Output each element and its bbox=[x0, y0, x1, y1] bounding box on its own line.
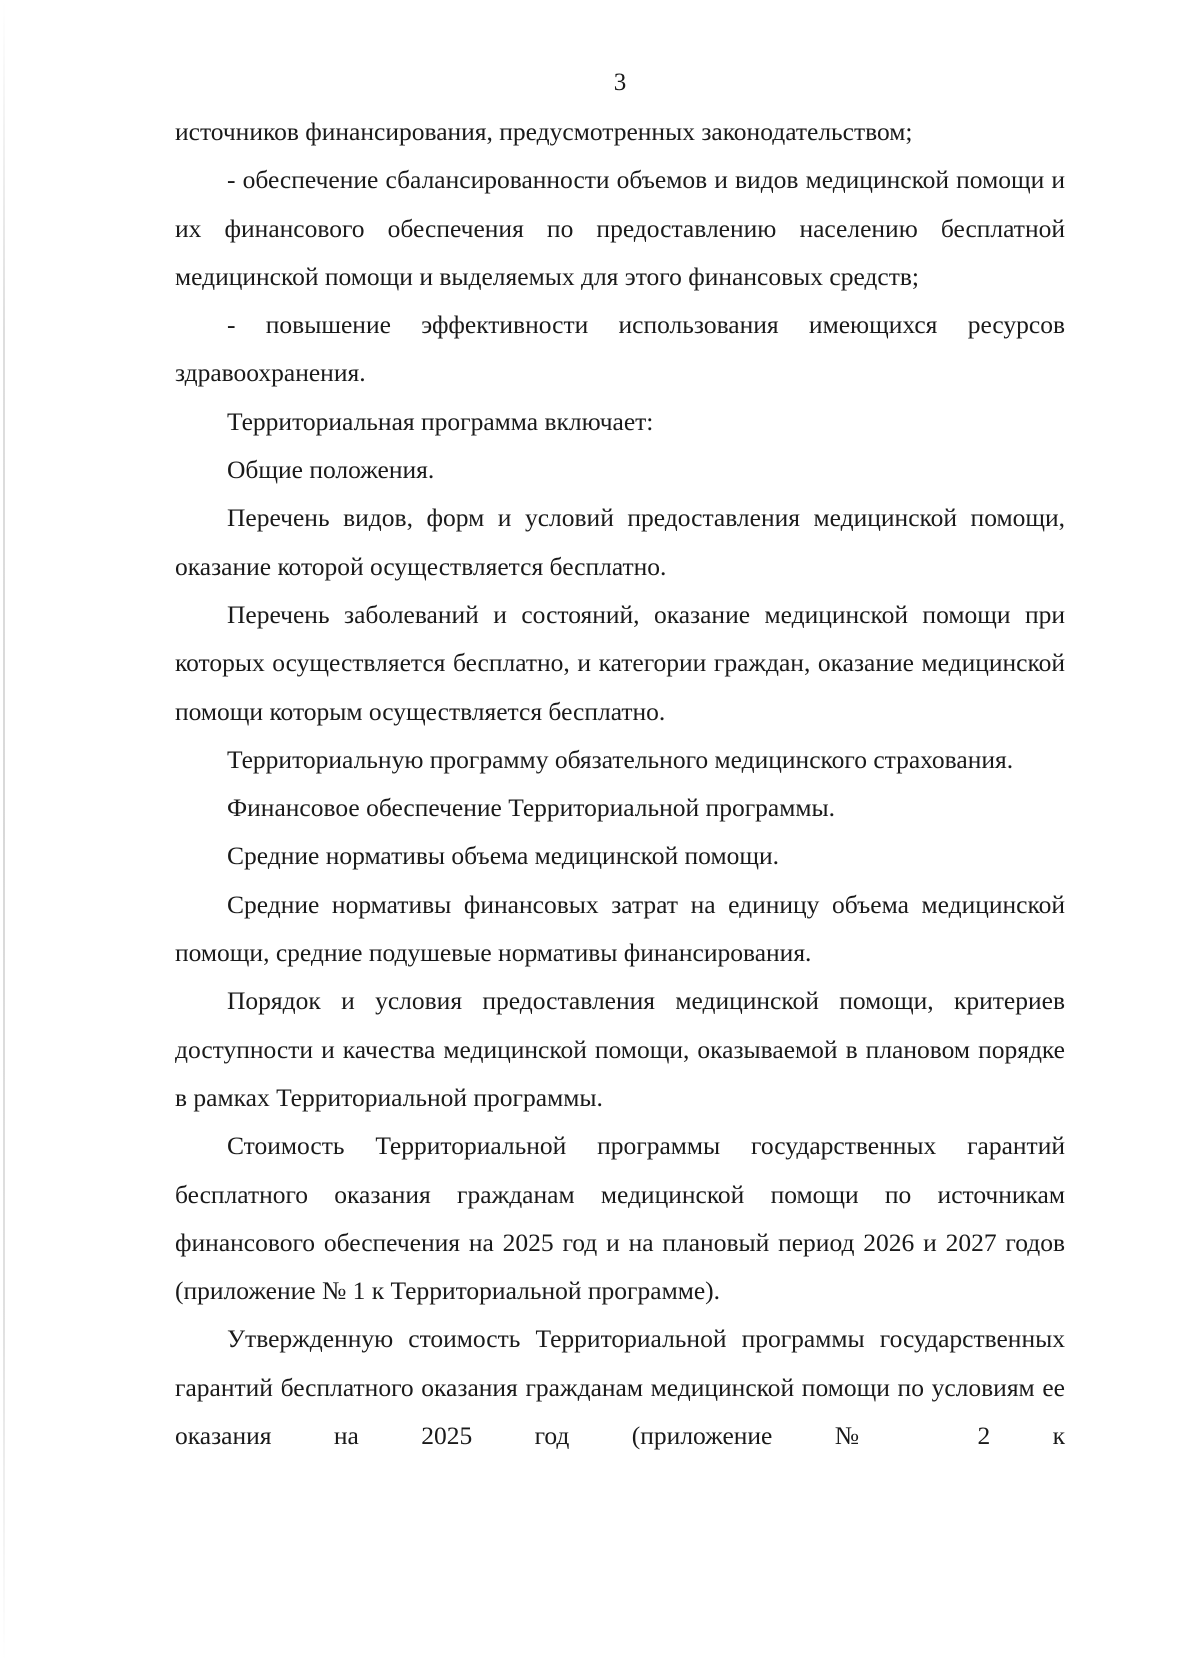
paragraph-cost-norms: Средние нормативы финансовых затрат на единицу объема медицинской помощи, средние подушевые нормативы финансирования. bbox=[175, 889, 1065, 968]
paragraph-balance-item: - обеспечение сбалансированности объемов и видов медицинской помощи и их финансового обеспечения по предоставлению населению бесплатной медицинской помощи и выделяемых для этого финансовых средств; bbox=[175, 165, 1065, 291]
paragraph-program-cost: Стоимость Территориальной программы государственных гарантий бесплатного оказания гражданам медицинской помощи по источникам финансового обеспечения на 2025 год и на плановый период 2026 и 2027 годов (приложение № 1 к Территориальной программе). bbox=[175, 1131, 1065, 1306]
paragraph-procedure-conditions: Порядок и условия предоставления медицинской помощи, критериев доступности и качества медицинской помощи, оказываемой в плановом порядке в рамках Территориальной программы. bbox=[175, 986, 1065, 1112]
paragraph-approved-cost: Утвержденную стоимость Территориальной программы государственных гарантий бесплатного оказания гражданам медицинской помощи по условиям ее оказания на 2025 год (приложение № 2 к bbox=[175, 1324, 1065, 1451]
scan-edge-shadow bbox=[3, 0, 5, 1661]
paragraph-continuation: источников финансирования, предусмотренных законодательством; bbox=[175, 117, 913, 146]
paragraph-volume-norms: Средние нормативы объема медицинской помощи. bbox=[227, 841, 779, 871]
paragraph-program-includes: Территориальная программа включает: bbox=[227, 406, 654, 436]
page-number: 3 bbox=[613, 69, 627, 96]
paragraph-diseases-list: Перечень заболеваний и состояний, оказание медицинской помощи при которых осуществляется бесплатно, и категории граждан, оказание медицинской помощи которым осуществляется бесплатно. bbox=[175, 599, 1065, 726]
paragraph-oms-program: Территориальную программу обязательного медицинского страхования. bbox=[227, 744, 1014, 774]
paragraph-types-forms-list: Перечень видов, форм и условий предоставления медицинской помощи, оказание которой осуществляется бесплатно. bbox=[175, 503, 1065, 581]
paragraph-efficiency-item: - повышение эффективности использования имеющихся ресурсов здравоохранения. bbox=[175, 310, 1065, 388]
paragraph-financial-support: Финансовое обеспечение Территориальной программы. bbox=[227, 793, 836, 823]
document-body bbox=[175, 108, 1065, 1460]
paragraph-general-provisions: Общие положения. bbox=[227, 455, 435, 485]
